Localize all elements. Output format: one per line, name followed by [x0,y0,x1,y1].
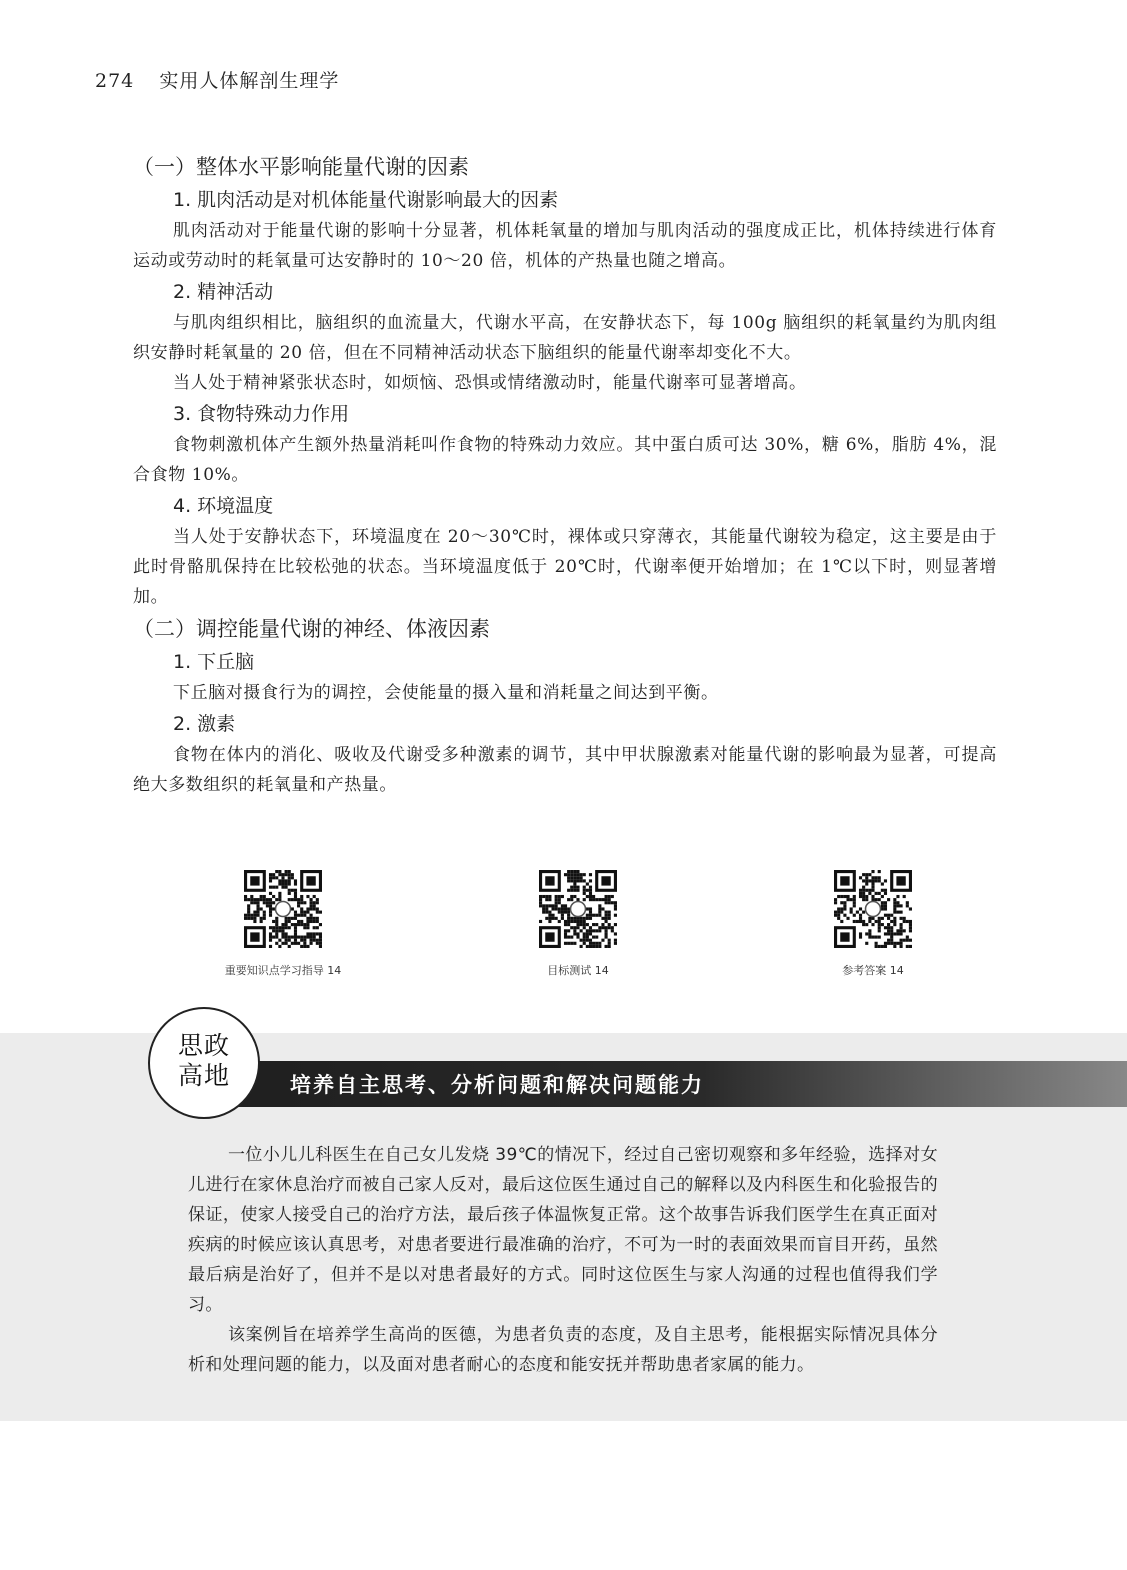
subsection-heading: 1. 下丘脑 [173,651,255,673]
subsection-heading: 2. 激素 [173,713,236,735]
subsection-heading: 2. 精神活动 [173,281,274,303]
qr-code-item[interactable] [788,870,958,978]
badge-line-1: 思政 [177,1031,230,1060]
paragraph: 下丘脑对摄食行为的调控，会使能量的摄入量和消耗量之间达到平衡。 [173,683,719,703]
qr-caption: 目标测试 14 [547,964,609,977]
book-title: 实用人体解剖生理学 [159,70,340,92]
qr-code-icon[interactable] [834,870,912,948]
qr-code-item[interactable] [198,870,368,978]
paragraph: 当人处于精神紧张状态时，如烦恼、恐惧或情绪激动时，能量代谢率可显著增高。 [173,373,807,393]
qr-caption: 重要知识点学习指导 14 [224,964,342,977]
page-header [95,66,339,93]
badge-line-2: 高地 [177,1061,230,1090]
paragraph: 肌肉活动对于能量代谢的影响十分显著，机体耗氧量的增加与肌肉活动的强度成正比，机体持续进行体育运动或劳动时的耗氧量可达安静时的 10～20 倍，机体的产热量也随之增高。 [133,221,997,271]
banner-title: 培养自主思考、分析问题和解决问题能力 [290,1073,704,1097]
banner-title-bar [185,1061,1127,1107]
main-content [133,150,997,800]
qr-code-item[interactable] [493,870,663,978]
banner-body [188,1140,938,1380]
subsection-heading: 3. 食物特殊动力作用 [173,403,350,425]
subsection-heading: 4. 环境温度 [173,495,274,517]
paragraph: 食物刺激机体产生额外热量消耗叫作食物的特殊动力效应。其中蛋白质可达 30%，糖 6%，脂肪 4%，混合食物 10%。 [133,435,997,485]
qr-code-row [198,870,958,990]
page-number: 274 [95,70,135,92]
subsection-heading: 1. 肌肉活动是对机体能量代谢影响最大的因素 [173,189,559,211]
paragraph: 食物在体内的消化、吸收及代谢受多种激素的调节，其中甲状腺激素对能量代谢的影响最为显著，可提高绝大多数组织的耗氧量和产热量。 [133,745,997,795]
banner-paragraph: 一位小儿儿科医生在自己女儿发烧 39℃的情况下，经过自己密切观察和多年经验，选择对女儿进行在家休息治疗而被自己家人反对，最后这位医生通过自己的解释以及内科医生和化验报告的保证，使家人接受自己的治疗方法，最后孩子体温恢复正常。这个故事告诉我们医学生在真正面对疾病的时候应该认真思考，对患者要进行最准确的治疗，不可为一时的表面效果而盲目开药，虽然最后病是治好了，但并不是以对患者最好的方式。同时这位医生与家人沟通的过程也值得我们学习。 [188,1145,938,1315]
paragraph: 当人处于安静状态下，环境温度在 20～30℃时，裸体或只穿薄衣，其能量代谢较为稳定，这主要是由于此时骨骼肌保持在比较松弛的状态。当环境温度低于 20℃时，代谢率便开始增加；在 1℃以下时，则显著增加。 [133,527,997,607]
paragraph: 与肌肉组织相比，脑组织的血流量大，代谢水平高，在安静状态下，每 100g 脑组织的耗氧量约为肌肉组织安静时耗氧量的 20 倍，但在不同精神活动状态下脑组织的能量代谢率却变化不大。 [133,313,997,363]
qr-code-icon[interactable] [539,870,617,948]
qr-caption: 参考答案 14 [842,964,904,977]
banner-paragraph: 该案例旨在培养学生高尚的医德，为患者负责的态度，及自主思考，能根据实际情况具体分析和处理问题的能力，以及面对患者耐心的态度和能安抚并帮助患者家属的能力。 [188,1325,938,1375]
sizheng-badge [148,1007,260,1119]
section-heading: （一）整体水平影响能量代谢的因素 [133,155,469,179]
qr-code-icon[interactable] [244,870,322,948]
section-heading: （二）调控能量代谢的神经、体液因素 [133,617,490,641]
